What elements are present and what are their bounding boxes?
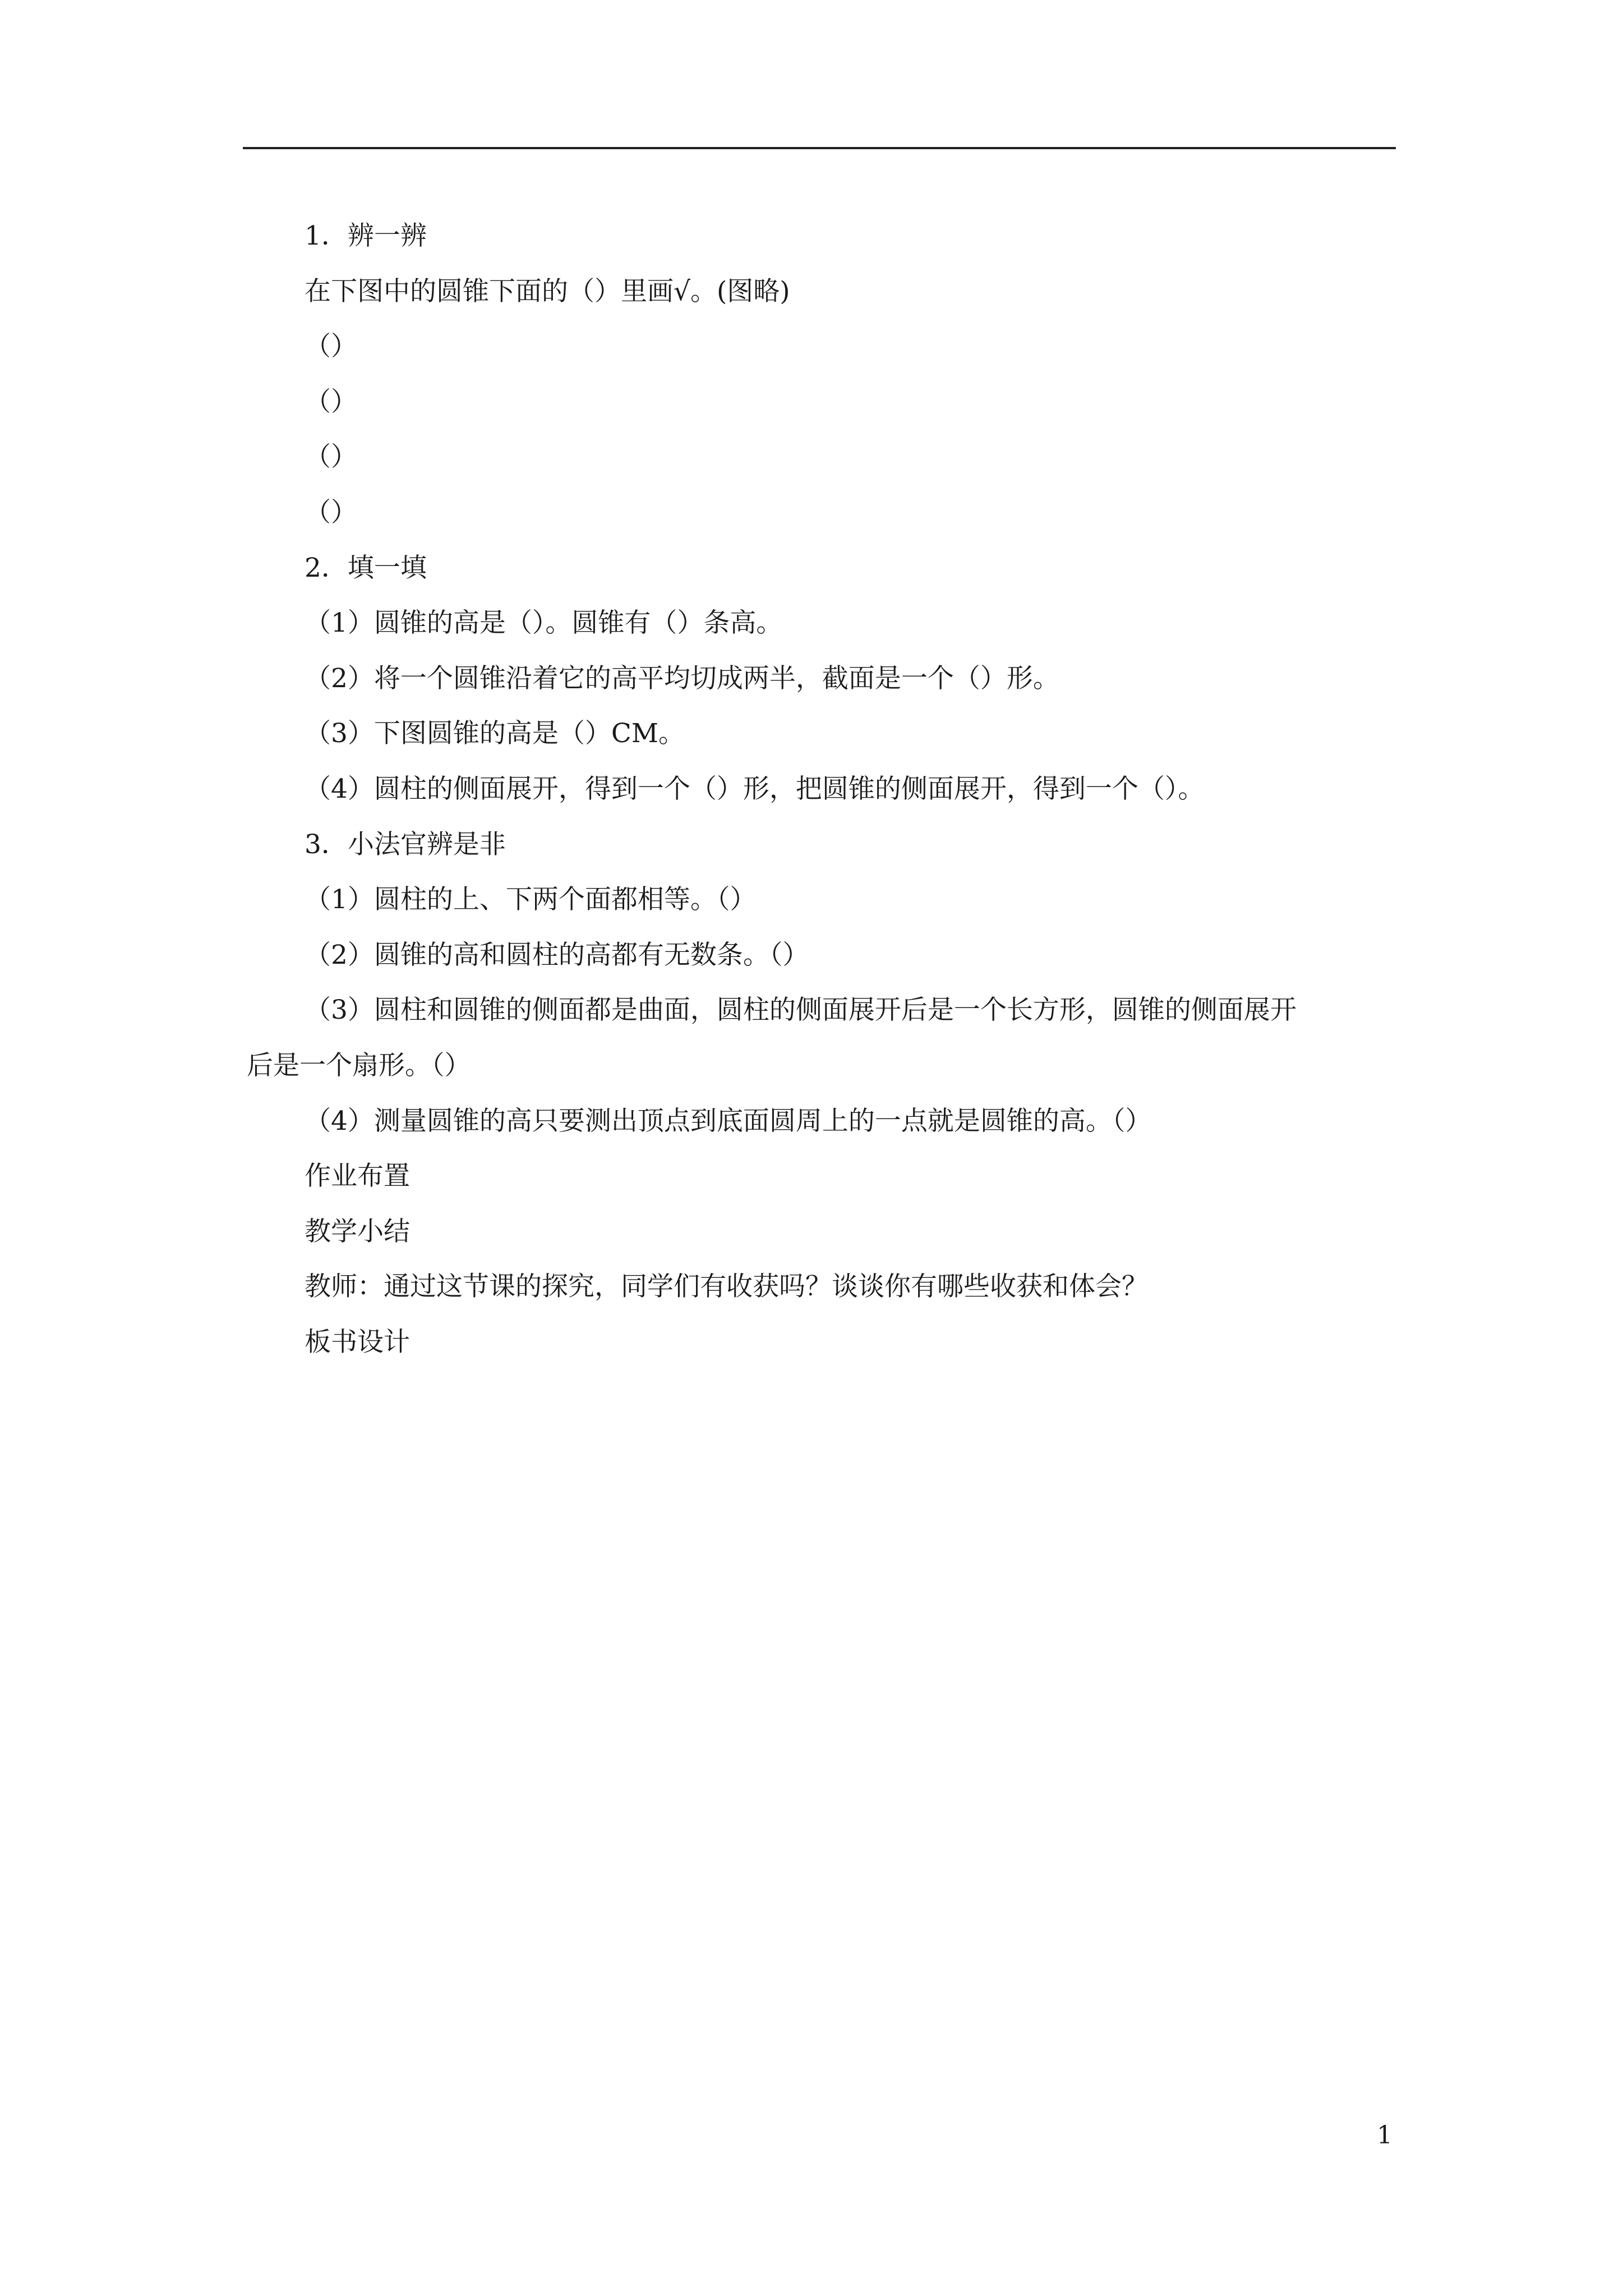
page-number: 1	[1377, 2121, 1393, 2150]
paragraph: 教师：通过这节课的探究，同学们有收获吗？谈谈你有哪些收获和体会？	[305, 1271, 1148, 1303]
question-item: （2）圆锥的高和圆柱的高都有无数条。（）	[305, 939, 809, 970]
section-heading-3: 3．小法官辨是非	[305, 829, 506, 860]
document-body	[247, 209, 1396, 1370]
question-item: （3）圆柱和圆锥的侧面都是曲面，圆柱的侧面展开后是一个长方形，圆锥的侧面展开	[305, 995, 1297, 1026]
section-heading-summary: 教学小结	[305, 1216, 410, 1247]
paragraph: 在下图中的圆锥下面的（）里画√。(图略)	[305, 275, 790, 307]
section-heading-2: 2．填一填	[305, 552, 427, 583]
question-item: （2）将一个圆锥沿着它的高平均切成两半，截面是一个（）形。	[305, 662, 1059, 694]
question-item: （4）圆柱的侧面展开，得到一个（）形，把圆锥的侧面展开，得到一个（）。	[305, 773, 1205, 804]
section-heading-board-design: 板书设计	[305, 1326, 410, 1358]
question-item: （4）测量圆锥的高只要测出顶点到底面圆周上的一点就是圆锥的高。（）	[305, 1105, 1152, 1137]
question-item: （1）圆锥的高是（）。圆锥有（）条高。	[305, 608, 783, 639]
question-item-continued: 后是一个扇形。（）	[247, 1050, 471, 1081]
answer-blank: （）	[305, 496, 357, 528]
question-item: （1）圆柱的上、下两个面都相等。（）	[305, 884, 757, 915]
section-heading-homework: 作业布置	[305, 1161, 410, 1192]
answer-blank: （）	[305, 386, 357, 417]
answer-blank: （）	[305, 441, 357, 473]
question-item: （3）下图圆锥的高是（）CM。	[305, 718, 685, 749]
answer-blank: （）	[305, 331, 357, 362]
header-rule	[243, 147, 1396, 149]
section-heading-1: 1．辨一辨	[305, 220, 427, 251]
